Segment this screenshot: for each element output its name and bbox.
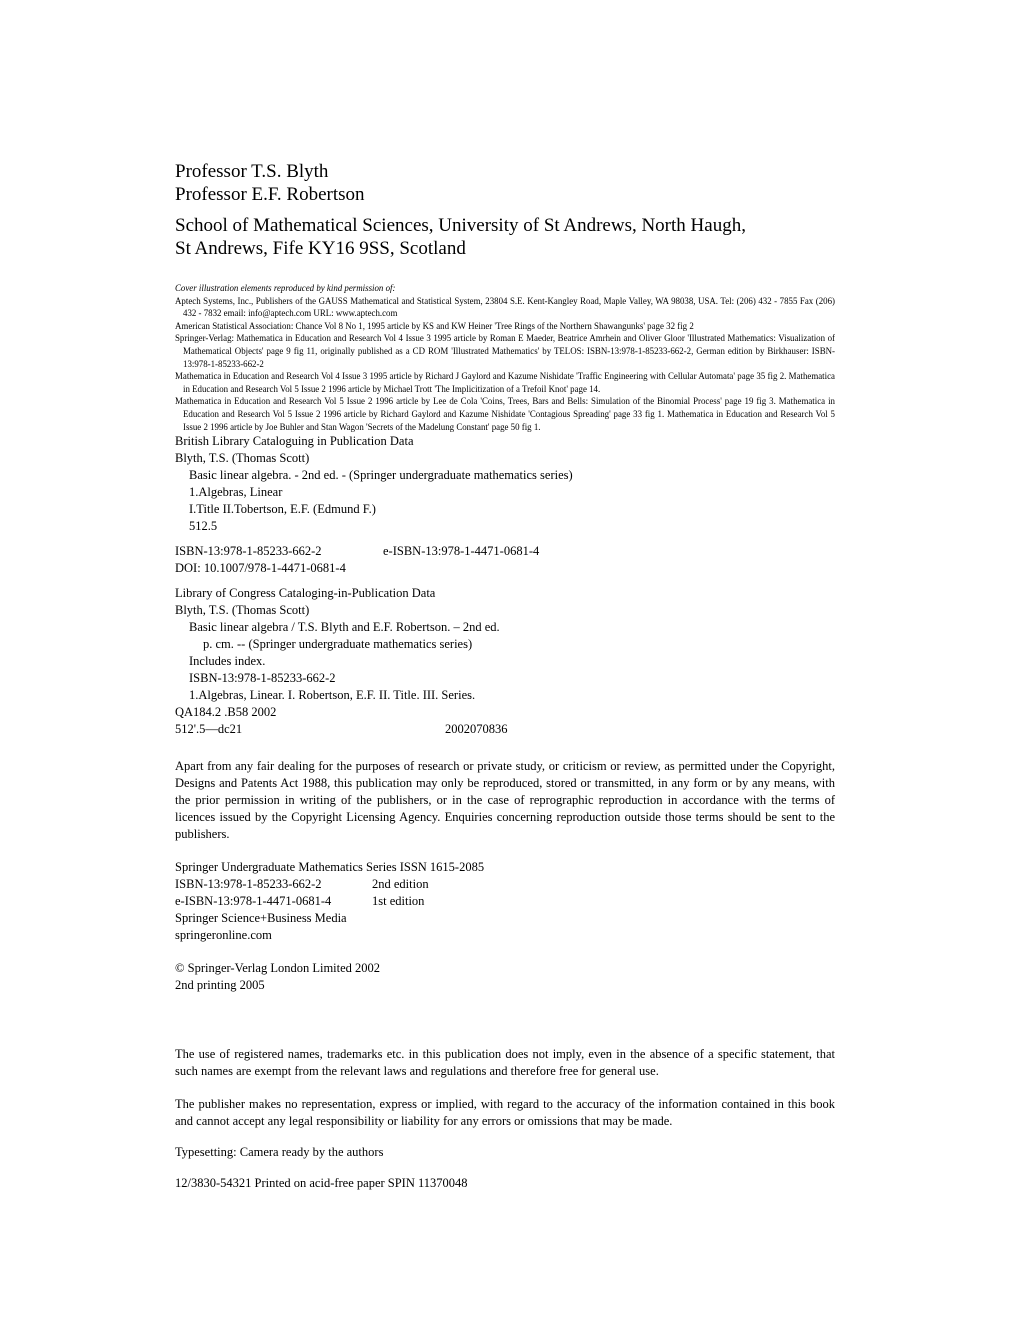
bl-class: 512.5 xyxy=(189,519,218,534)
bl-subject: 1.Algebras, Linear xyxy=(189,485,283,500)
affiliation-line: St Andrews, Fife KY16 9SS, Scotland xyxy=(175,238,466,259)
affiliation xyxy=(175,214,835,260)
loc-heading: Library of Congress Cataloging-in-Publication Data xyxy=(175,586,436,601)
series-isbn-ebook: e-ISBN-13:978-1-4471-0681-4 xyxy=(175,894,332,909)
loc-lccn: 2002070836 xyxy=(445,722,508,737)
bl-author: Blyth, T.S. (Thomas Scott) xyxy=(175,451,310,466)
cover-credits xyxy=(175,282,835,433)
series-issn: Springer Undergraduate Mathematics Series ISSN 1615-2085 xyxy=(175,860,485,875)
cover-credit-entry: Aptech Systems, Inc., Publishers of the GAUSS Mathematical and Statistical System, 23804 S.E. Kent-Kangley Road, Maple Valley, WA 98038, USA. Tel: (206) 432 - 7855 Fax (206) 432 - 7832 email: info@aptech.com URL: www.aptech.com xyxy=(175,295,835,319)
trademark-notice: The use of registered names, trademarks etc. in this publication does not imply, even in the absence of a specific statement, that such names are exempt from the relevant laws and regulations and therefore free for general use. xyxy=(175,1047,835,1079)
loc-physical: p. cm. -- (Springer undergraduate mathematics series) xyxy=(203,637,473,652)
copyright-page xyxy=(175,160,835,1192)
loc-call-number: QA184.2 .B58 2002 xyxy=(175,705,277,720)
publisher-website: springeronline.com xyxy=(175,928,272,943)
cover-credit-entry: Mathematica in Education and Research Vol 5 Issue 2 1996 article by Lee de Cola 'Coins, Trees, Bars and Bells: Simulation of the Binomial Process' page 19 fig 3. Mathematica in Education and Research Vol 5 Issue 2 1996 article by Richard Gaylord and Kazume Nishidate 'Contagious Spreading' page 33 fig 1. Mathematica in Education and Research Vol 5 Issue 2 1996 article by Joe Buhler and Stan Wagon 'Secrets of the Madelung Constant' page 50 fig 1. xyxy=(175,396,835,432)
loc-title: Basic linear algebra / T.S. Blyth and E.F. Robertson. – 2nd ed. xyxy=(189,620,500,635)
publisher-name: Springer Science+Business Media xyxy=(175,911,347,926)
series-info xyxy=(175,859,835,944)
author-name: Professor E.F. Robertson xyxy=(175,184,365,205)
loc-subjects: 1.Algebras, Linear. I. Robertson, E.F. II. Title. III. Series. xyxy=(189,688,476,703)
series-isbn-ebook-edition: 1st edition xyxy=(372,894,425,909)
bl-heading: British Library Cataloguing in Publication Data xyxy=(175,434,414,449)
affiliation-line: School of Mathematical Sciences, University of St Andrews, North Haugh, xyxy=(175,215,746,236)
cover-credit-entry: Mathematica in Education and Research Vol 4 Issue 3 1995 article by Richard J Gaylord and Kazume Nishidate 'Traffic Engineering with Cellular Automata' page 35 fig 2. Mathematica in Education and Research Vol 5 Issue 2 1996 article by Michael Trott 'The Implicitization of a Trefoil Knot' page 14. xyxy=(175,371,835,394)
cover-credits-heading: Cover illustration elements reproduced by kind permission of: xyxy=(175,283,396,293)
doi: DOI: 10.1007/978-1-4471-0681-4 xyxy=(175,561,346,576)
isbn-print: ISBN-13:978-1-85233-662-2 xyxy=(175,544,322,559)
cover-credit-entry: American Statistical Association: Chance Vol 8 No 1, 1995 article by KS and KW Heiner 'Tree Rings of the Northern Shawangunks' page 32 fig 2 xyxy=(175,320,694,331)
copyright-notice: Apart from any fair dealing for the purposes of research or private study, or criticism or review, as permitted under the Copyright, Designs and Patents Act 1988, this publication may only be reproduced, stored or transmitted, in any form or by any means, with the prior permission in writing of the publishers, or in the case of reprographic reproduction in accordance with the terms of licences issued by the Copyright Licensing Agency. Enquiries concerning reproduction outside those terms should be sent to the publishers. xyxy=(175,759,835,842)
bl-entries: I.Title II.Tobertson, E.F. (Edmund F.) xyxy=(189,502,376,517)
printing-line: 2nd printing 2005 xyxy=(175,978,265,993)
author-list xyxy=(175,160,835,206)
copyright-line: © Springer-Verlag London Limited 2002 xyxy=(175,961,381,976)
loc-isbn: ISBN-13:978-1-85233-662-2 xyxy=(189,671,336,686)
author-name: Professor T.S. Blyth xyxy=(175,161,329,182)
isbn-block xyxy=(175,543,835,577)
liability-notice: The publisher makes no representation, express or implied, with regard to the accuracy of the information contained in this book and cannot accept any legal responsibility or liability for any errors or omissions that may be made. xyxy=(175,1097,835,1129)
printing-info: 12/3830-54321 Printed on acid-free paper SPIN 11370048 xyxy=(175,1176,468,1191)
cover-credit-entry: Springer-Verlag: Mathematica in Education and Research Vol 4 Issue 3 1995 article by Roman E Maeder, Beatrice Amrhein and Oliver Gloor 'Illustrated Mathematics: Visualization of Mathematical Objects' page 9 fig 11, originally published as a CD ROM 'Illustrated Mathematics' by TELOS: ISBN-13:978-1-85233-662-2, German edition by Birkhauser: ISBN-13:978-1-85233-662-2 xyxy=(175,333,835,369)
series-isbn-print-edition: 2nd edition xyxy=(372,877,429,892)
library-of-congress-cip xyxy=(175,585,835,738)
loc-author: Blyth, T.S. (Thomas Scott) xyxy=(175,603,310,618)
loc-index: Includes index. xyxy=(189,654,266,669)
british-library-cip xyxy=(175,433,835,535)
typesetting-info: Typesetting: Camera ready by the authors xyxy=(175,1145,384,1160)
isbn-ebook: e-ISBN-13:978-1-4471-0681-4 xyxy=(383,544,540,559)
series-isbn-print: ISBN-13:978-1-85233-662-2 xyxy=(175,877,322,892)
copyright-block xyxy=(175,960,835,994)
bl-title: Basic linear algebra. - 2nd ed. - (Springer undergraduate mathematics series) xyxy=(189,468,573,483)
loc-dewey: 512'.5—dc21 xyxy=(175,722,243,737)
